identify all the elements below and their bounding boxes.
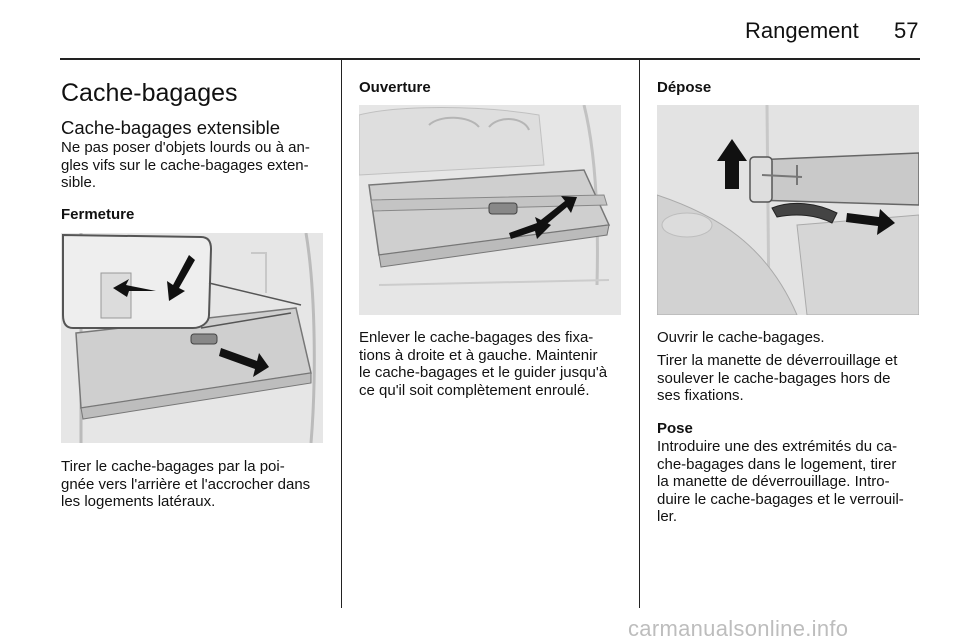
- text-line: Ne pas poser d'objets lourds ou à an-: [61, 139, 310, 156]
- header-divider: [60, 58, 920, 60]
- text-line: Introduire une des extrémités du ca-: [657, 438, 898, 455]
- text-pose: [657, 438, 904, 526]
- text-depose-1: Ouvrir le cache-bagages.: [657, 329, 825, 346]
- column-divider-2: [639, 60, 640, 608]
- label-depose: Dépose: [657, 79, 712, 96]
- text-line: ce qu'il soit complètement enroulé.: [359, 381, 590, 399]
- text-line: ses fixations.: [657, 387, 744, 404]
- illustration-fermeture: [61, 233, 323, 443]
- text-line: soulever le cache-bagages hors de: [657, 369, 891, 387]
- text-line: sible.: [61, 174, 97, 191]
- column-divider-1: [341, 60, 342, 608]
- text-line: duire le cache-bagages et le verrouil-: [657, 490, 904, 508]
- text-line: la manette de déverrouillage. Intro-: [657, 473, 890, 490]
- section-subtitle: Cache-bagages extensible: [61, 117, 281, 138]
- label-fermeture: Fermeture: [61, 206, 135, 223]
- label-ouverture: Ouverture: [359, 79, 431, 96]
- page-header-title: Rangement: [745, 18, 859, 43]
- label-pose: Pose: [657, 420, 693, 437]
- text-depose-2: [657, 352, 897, 405]
- text-line: che-bagages dans le logement, tirer: [657, 455, 897, 473]
- text-line: Tirer la manette de déverrouillage et: [657, 352, 898, 369]
- text-line: les logements latéraux.: [61, 493, 216, 510]
- text-line: Enlever le cache-bagages des fixa-: [359, 329, 594, 346]
- page-number: 57: [894, 18, 919, 43]
- text-line: Tirer le cache-bagages par la poi-: [61, 458, 285, 475]
- illustration-depose: [657, 105, 919, 315]
- text-line: le cache-bagages et le guider jusqu'à: [359, 364, 608, 381]
- illustration-ouverture: [359, 105, 621, 315]
- text-line: gles vifs sur le cache-bagages exten-: [61, 156, 309, 174]
- text-line: tions à droite et à gauche. Maintenir: [359, 346, 598, 364]
- caption-fermeture: [61, 458, 310, 511]
- text-line: ler.: [657, 508, 678, 525]
- text-ouverture: [359, 329, 607, 399]
- text-line: gnée vers l'arrière et l'accrocher dans: [61, 475, 311, 493]
- watermark: carmanualsonline.info: [628, 616, 849, 641]
- intro-paragraph: [61, 139, 310, 192]
- section-title: Cache-bagages: [61, 79, 238, 107]
